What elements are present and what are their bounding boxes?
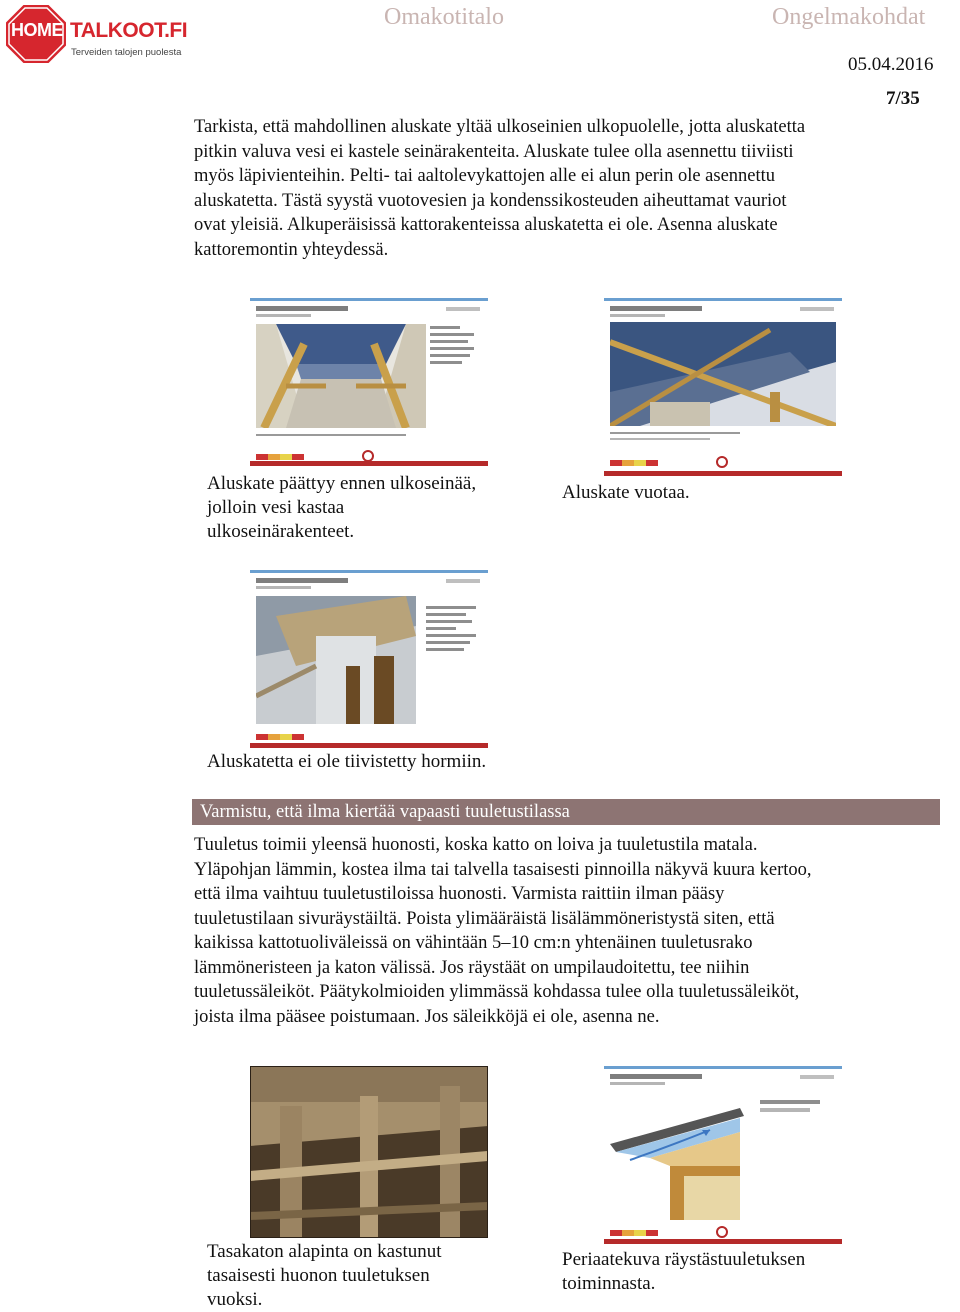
caption-flat-roof [207,1240,527,1312]
text-line: joista ilma pääsee poistumaan. Jos säleikköjä ei ole, asenna ne. [194,1006,660,1027]
figure-eaves-ventilation-diagram [604,1066,842,1244]
text-line: lämmöneristeen ja katon välissä. Jos räystäät on umpilaudoitettu, tee niihin [194,957,750,978]
caption-underlay-leaks [562,481,862,505]
caption-line: toiminnasta. [562,1273,656,1294]
caption-line: Aluskate vuotaa. [562,482,690,503]
text-line: Tuuletus toimii yleensä huonosti, koska katto on loiva ja tuuletustila matala. [194,835,758,855]
document-date: 05.04.2016 [848,54,934,75]
roof-underlay-photo [610,322,836,426]
text-line: myös läpivienteihin. Pelti- tai aaltolevykattojen alle ei alun perin ole asennettu [194,166,776,186]
figure-chimney-not-sealed [250,570,488,748]
caption-line: jolloin vesi kastaa [207,497,345,518]
page-number: 7/35 [886,88,920,109]
text-line: Yläpohjan lämmin, kostea ilma tai talvella tasaisesti pinnoilla näkyvä kuura kertoo, [194,859,812,880]
caption-line: vuoksi. [207,1289,263,1310]
logo-talkoot-text: TALKOOT.FI [70,19,188,42]
text-line: tuuletustilaan sivuräystäiltä. Poista ylimääräistä lisälämmöneristystä siten, että [194,908,775,929]
hometalkoot-logo[interactable] [4,3,188,65]
text-line: kaikissa kattotuoliväleissä on vähintään 5–10 cm:n yhtenäinen tuuletusrako [194,933,753,953]
logo-tagline: Terveiden talojen puolesta [71,47,182,58]
text-line: ovat yleisiä. Alkuperäisissä kattorakenteissa aluskatetta ei ole. Asenna aluskate [194,215,778,235]
caption-line: tasaisesti huonon tuuletuksen [207,1265,430,1286]
header-topic: Ongelmakohdat [772,4,926,30]
text-line: pitkin valuva vesi ei kastele seinärakenteita. Aluskate tulee olla asennettu tiiviisti [194,141,794,162]
chimney-photo [256,596,416,724]
caption-line: Aluskate päättyy ennen ulkoseinää, [207,473,477,494]
caption-eaves-ventilation [562,1248,882,1296]
text-line: kattoremontin yhteydessä. [194,239,389,260]
flat-roof-photo [250,1066,488,1238]
slide-notes [426,606,480,655]
caption-underlay-ends [207,472,527,544]
eaves-diagram [610,1090,836,1220]
logo-home-text: HOME [11,20,63,40]
figure-underlay-ends-before-wall [250,298,488,466]
slide-notes [430,326,478,368]
header-category: Omakotitalo [384,4,504,30]
caption-chimney [207,750,607,774]
figure-underlay-leaking [604,298,842,476]
ventilation-paragraph [194,833,939,1029]
section-heading: Varmistu, että ilma kiertää vapaasti tuuletustilassa [192,799,940,825]
text-line: että ilma vaihtuu tuuletustiloissa huonosti. Varmista raittiin ilman pääsy [194,884,725,904]
text-line: tuuletussäleiköt. Päätykolmioiden ylimmässä kohdassa tulee olla tuuletussäleiköt, [194,982,800,1002]
text-line: Tarkista, että mahdollinen aluskate yltää ulkoseinien ulkopuolelle, jotta aluskatetta [194,117,806,137]
caption-line: Tasakaton alapinta on kastunut [207,1241,442,1262]
figure-flat-roof-underside [250,1066,488,1238]
caption-line: Aluskatetta ei ole tiivistetty hormiin. [207,751,487,772]
intro-paragraph [194,115,934,262]
caption-line: ulkoseinärakenteet. [207,521,355,542]
attic-photo [256,324,426,428]
text-line: aluskatetta. Tästä syystä vuotovesien ja kondenssikosteuden aiheuttamat vauriot [194,190,787,211]
caption-line: Periaatekuva räystästuuletuksen [562,1249,806,1270]
